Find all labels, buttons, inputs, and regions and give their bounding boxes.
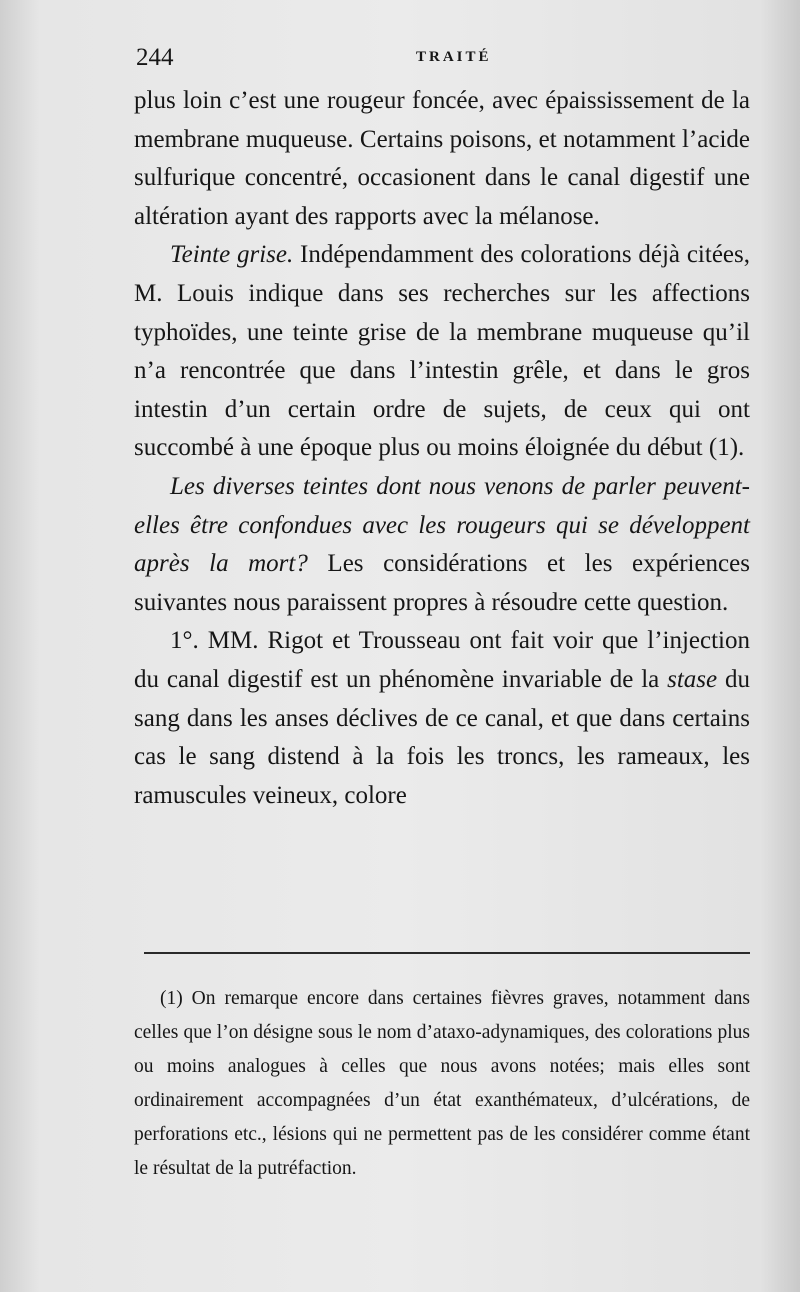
italic-text: Teinte grise.: [170, 241, 294, 269]
running-head: TRAITÉ: [416, 49, 492, 65]
paragraph-text: 1°. MM. Rigot et Trousseau ont fait voir que l’injection du canal digestif est un phénomène invariable de la: [134, 627, 750, 693]
italic-text: stase: [667, 665, 718, 693]
italic-text: Les diverses teintes dont nous venons de parler peuvent-elles être confondues avec les rougeurs qui se développent après la mort?: [134, 472, 750, 578]
paragraph: [134, 468, 750, 622]
paragraph-text: Les considérations et les expériences suivantes nous paraissent propres à résoudre cette question.: [134, 550, 750, 616]
footnote: [134, 982, 750, 1186]
paragraph-text: plus loin c’est une rougeur foncée, avec épaississement de la membrane muqueuse. Certains poisons, et notamment l’acide sulfurique concentré, occasionent dans le canal digestif une altération ayant des rapports avec la mélanose.: [134, 87, 750, 230]
paragraph-text: Indépendamment des colorations déjà citées, M. Louis indique dans ses recherches sur les affections typhoïdes, une teinte grise de la membrane muqueuse qu’il n’a rencontrée que dans l’intestin grêle, et dans le gros intestin d’un certain ordre de sujets, de ceux qui ont succombé à une époque plus ou moins éloignée du début (1).: [134, 241, 750, 462]
page-number: 244: [136, 44, 174, 71]
paragraph-text: du sang dans les anses déclives de ce canal, et que dans certains cas le sang distend à la fois les troncs, les rameaux, les ramuscules veineux, colore: [134, 665, 750, 809]
paragraph: [134, 82, 750, 236]
paragraph: [134, 236, 750, 468]
body-text: [134, 82, 750, 815]
footnote-rule: [144, 952, 750, 954]
page-header: [136, 44, 750, 74]
paragraph: [134, 622, 750, 815]
footnote-text: (1) On remarque encore dans certaines fièvres graves, notamment dans celles que l’on désigne sous le nom d’ataxo-adynamiques, des colorations plus ou moins analogues à celles que nous avons notées; mais elles sont ordinairement accompagnées d’un état exanthémateux, d’ulcérations, de perforations etc., lésions qui ne permettent pas de les considérer comme étant le résultat de la putréfaction.: [134, 988, 750, 1179]
